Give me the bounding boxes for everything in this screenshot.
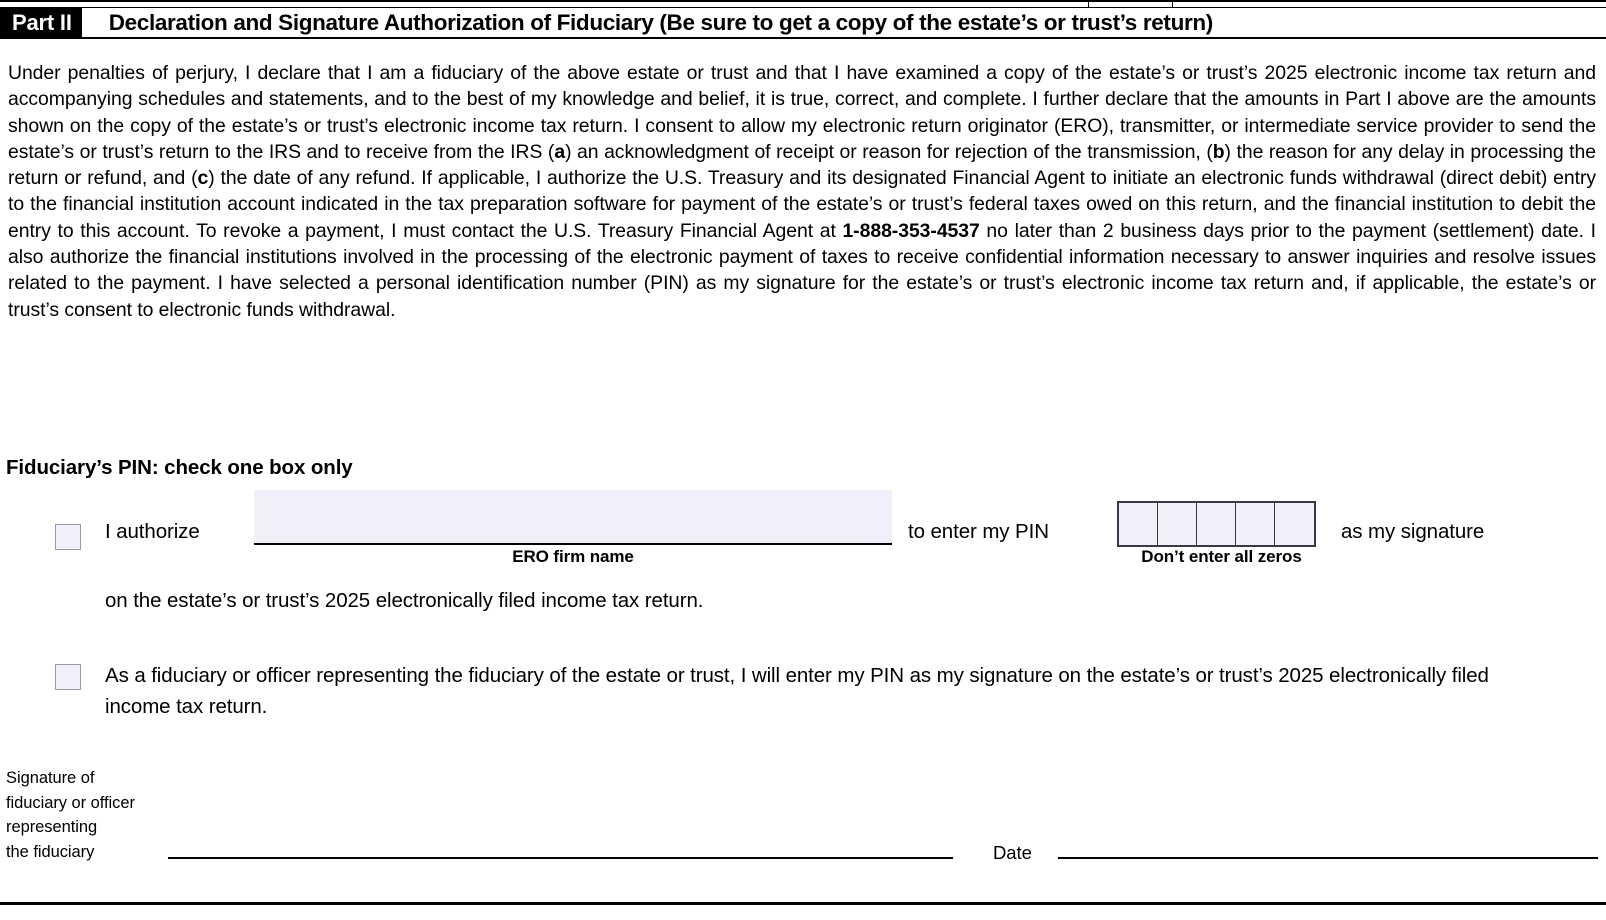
pin-option-1-checkbox[interactable] xyxy=(55,524,81,550)
pin-option-2-checkbox[interactable] xyxy=(55,664,81,690)
signature-input-line[interactable] xyxy=(168,857,953,859)
signature-label-line: Signature of xyxy=(6,769,95,787)
date-label: Date xyxy=(993,842,1032,863)
part-number-tag: Part II xyxy=(0,8,82,37)
fiduciary-pin-heading: Fiduciary’s PIN: check one box only xyxy=(6,456,353,479)
pin-digit-cell-2[interactable] xyxy=(1158,503,1197,545)
pin-digit-cell-3[interactable] xyxy=(1197,503,1236,545)
signature-label-line: fiduciary or officer xyxy=(6,793,135,812)
declaration-text: ) an acknowledgment of receipt or reason for rejection of the transmission, ( xyxy=(565,140,1213,163)
pin-option-2-text: As a fiduciary or officer representing the fiduciary of the estate or trust, I will enter my PIN as my signature on the estate’s or trust’s 2025 electronically filed income tax return. xyxy=(105,664,1489,718)
ero-firm-name-input[interactable] xyxy=(254,490,892,545)
signature-label-line: representing xyxy=(6,818,98,836)
pin-option-1-row xyxy=(0,490,1606,585)
signature-label xyxy=(6,766,135,864)
declaration-emphasis: b xyxy=(1212,140,1225,163)
pin-option-1-label-before: I authorize xyxy=(105,520,200,543)
ero-firm-name-caption: ERO firm name xyxy=(512,547,634,566)
signature-label-line: the fiduciary xyxy=(6,842,95,861)
declaration-emphasis: a xyxy=(554,140,566,163)
part-title: Declaration and Signature Authorization of Fiduciary (Be sure to get a copy of the estate’s or trust’s return) xyxy=(108,9,1213,35)
declaration-emphasis: 1-888-353-4537 xyxy=(842,219,980,242)
pin-option-1-label-after: as my signature xyxy=(1341,520,1485,543)
declaration-text: ) the reason for any delay in processing the return or refund, and ( xyxy=(8,140,1596,190)
declaration-text: no later than 2 business days prior to the payment (settlement) date. I also authorize the financial institutions involved in the processing of the electronic payment of taxes to receive confidential information necessary to answer inquiries and resolve issues related to the payment. I have selected a personal identification number (PIN) as my signature for the estate’s or trust’s electronic income tax return and, if applicable, the estate’s or trust’s consent to electronic funds withdrawal. xyxy=(8,219,1596,321)
bottom-rule xyxy=(0,902,1606,905)
part-header xyxy=(0,7,1606,39)
declaration-text: Under penalties of perjury, I declare that I am a fiduciary of the above estate or trust and that I have examined a copy of the estate’s or trust’s 2025 electronic income tax return and accompanying schedules and statements, and to the best of my knowledge and belief, it is true, correct, and complete. I further declare that the amounts in Part I above are the amounts shown on the copy of the estate’s or trust’s electronic income tax return. I consent to allow my electronic return originator (ERO), transmitter, or intermediate service provider to send the estate’s or trust’s return to the IRS and to receive from the IRS ( xyxy=(8,62,1596,163)
date-input-line[interactable] xyxy=(1058,857,1598,859)
pin-digit-grid-caption: Don’t enter all zeros xyxy=(1141,547,1302,566)
declaration-text: ) the date of any refund. If applicable, I authorize the U.S. Treasury and its designated Financial Agent to initiate an electronic funds withdrawal (direct debit) entry to the financial institution account indicated in the tax preparation software for payment of the estate’s or trust’s federal taxes owed on this return, and the financial institution to debit the entry to this account. To revoke a payment, I must contact the U.S. Treasury Financial Agent at xyxy=(8,167,1597,242)
declaration-paragraph xyxy=(8,60,1596,323)
pin-option-1-continuation: on the estate’s or trust’s 2025 electronically filed income tax return. xyxy=(105,589,704,612)
pin-digit-cell-5[interactable] xyxy=(1275,503,1314,545)
fiduciary-pin-digit-grid[interactable] xyxy=(1117,501,1316,547)
pin-option-1-label-middle: to enter my PIN xyxy=(908,520,1049,543)
pin-digit-cell-4[interactable] xyxy=(1236,503,1275,545)
previous-section-row-sliver xyxy=(0,0,1606,7)
declaration-emphasis: c xyxy=(197,167,209,190)
pin-digit-cell-1[interactable] xyxy=(1119,503,1158,545)
